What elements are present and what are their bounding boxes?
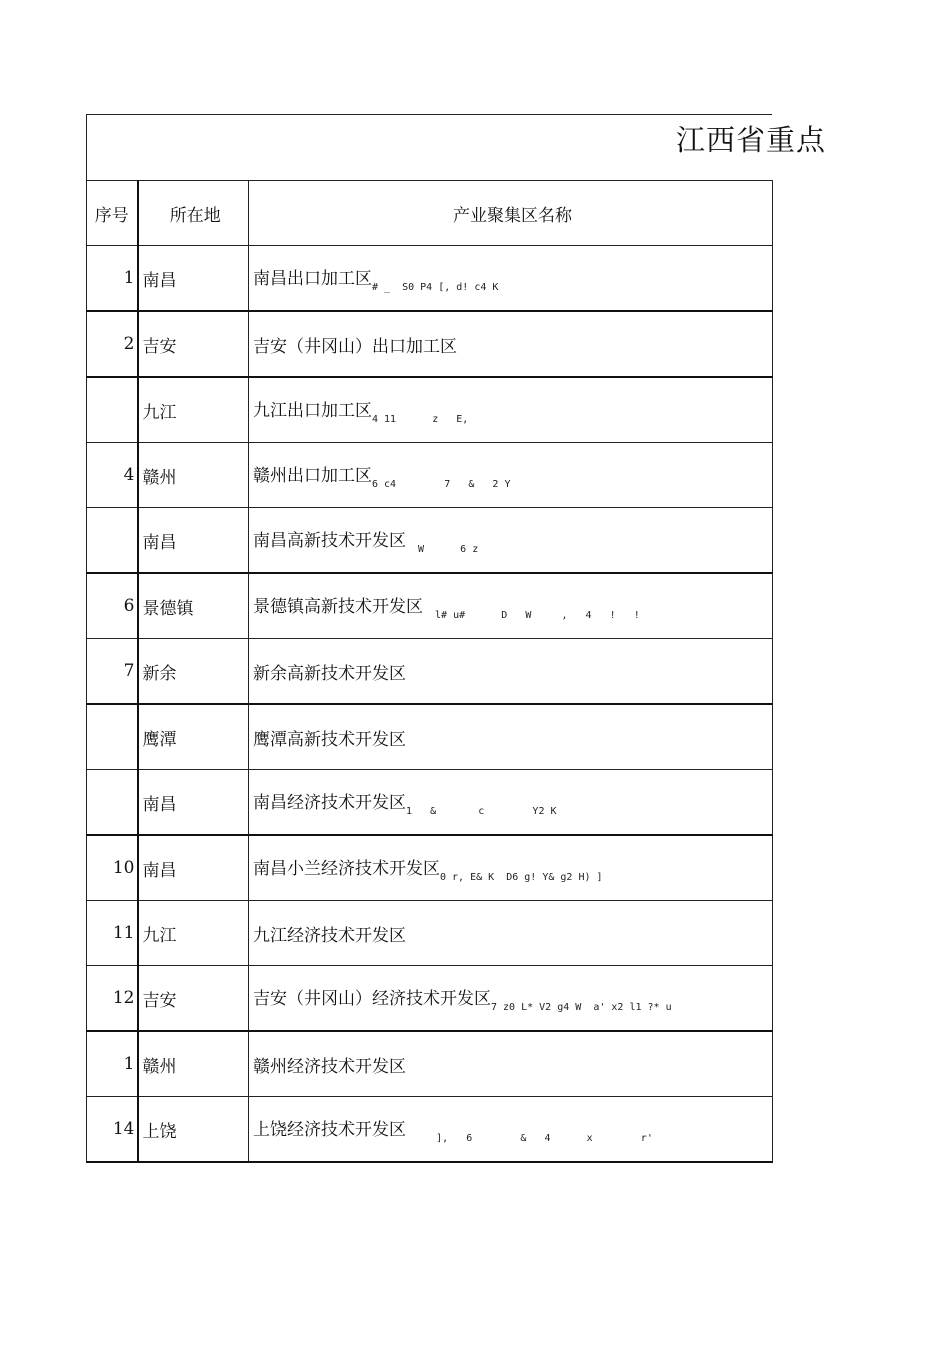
table-row: [87, 443, 773, 508]
row-zone-name: [249, 770, 773, 836]
row-zone-name: [249, 246, 773, 312]
row-zone-name: [249, 443, 773, 508]
row-number: 1: [87, 246, 138, 312]
row-location: 上饶: [138, 1097, 249, 1163]
zone-table: [86, 180, 773, 1163]
table-row: [87, 1031, 773, 1097]
zone-name-text: 南昌高新技术开发区: [253, 530, 406, 551]
table-row: [87, 246, 773, 312]
zone-name-text: 吉安（井冈山）出口加工区: [253, 336, 457, 357]
row-zone-name: [249, 901, 773, 966]
zone-name-text: 南昌出口加工区: [253, 268, 372, 289]
table-row: [87, 639, 773, 705]
zone-name-text: 景德镇高新技术开发区: [253, 596, 423, 617]
zone-name-text: 吉安（井冈山）经济技术开发区: [253, 988, 491, 1009]
row-location: 南昌: [138, 770, 249, 836]
zone-name-text: 九江经济技术开发区: [253, 925, 406, 946]
ocr-noise-text: 6 c4 7 & 2 Y: [372, 478, 511, 490]
row-number: 7: [87, 639, 138, 705]
zone-name-text: 赣州出口加工区: [253, 465, 372, 486]
ocr-noise-text: 7 z0 L* V2 g4 W a' x2 l1 ?* u: [491, 1001, 672, 1013]
row-zone-name: [249, 704, 773, 770]
row-number: [87, 704, 138, 770]
row-number: 6: [87, 573, 138, 639]
zone-name-text: 南昌经济技术开发区: [253, 792, 406, 813]
table-row: [87, 835, 773, 901]
document-title: 江西省重点: [676, 123, 827, 157]
table-row: [87, 901, 773, 966]
row-location: 吉安: [138, 311, 249, 377]
row-zone-name: [249, 377, 773, 443]
table-row: [87, 377, 773, 443]
row-zone-name: [249, 508, 773, 574]
table-row: [87, 573, 773, 639]
header-number: 序号: [87, 181, 138, 246]
row-number: [87, 770, 138, 836]
ocr-noise-text: W 6 z: [406, 543, 479, 555]
row-location: 鹰潭: [138, 704, 249, 770]
row-location: 吉安: [138, 966, 249, 1032]
row-location: 南昌: [138, 508, 249, 574]
row-location: 赣州: [138, 443, 249, 508]
row-location: 景德镇: [138, 573, 249, 639]
row-number: 2: [87, 311, 138, 377]
table-row: [87, 704, 773, 770]
row-location: 九江: [138, 901, 249, 966]
table-row: [87, 311, 773, 377]
ocr-noise-text: 0 r, E& K D6 g! Y& g2 H) ]: [440, 871, 603, 883]
row-zone-name: [249, 835, 773, 901]
row-location: 南昌: [138, 246, 249, 312]
zone-name-text: 九江出口加工区: [253, 400, 372, 421]
title-cell: [86, 114, 772, 181]
table-row: [87, 770, 773, 836]
ocr-noise-text: # _ S0 P4 [, d! c4 K: [372, 281, 499, 293]
table-header-row: [87, 181, 773, 246]
ocr-noise-text: 4 11 z E,: [372, 413, 469, 425]
header-name: 产业聚集区名称: [249, 181, 773, 246]
ocr-noise-text: l# u# D W , 4 ! !: [423, 609, 640, 621]
table-row: [87, 1097, 773, 1163]
row-number: [87, 508, 138, 574]
ocr-noise-text: ], 6 & 4 x r': [406, 1132, 653, 1144]
row-number: [87, 377, 138, 443]
row-location: 新余: [138, 639, 249, 705]
row-number: 14: [87, 1097, 138, 1163]
row-location: 九江: [138, 377, 249, 443]
row-number: 1: [87, 1031, 138, 1097]
zone-name-text: 新余高新技术开发区: [253, 663, 406, 684]
table-row: [87, 966, 773, 1032]
row-number: 11: [87, 901, 138, 966]
row-number: 10: [87, 835, 138, 901]
ocr-noise-text: 1 & c Y2 K: [406, 805, 557, 817]
row-number: 12: [87, 966, 138, 1032]
row-location: 南昌: [138, 835, 249, 901]
zone-name-text: 赣州经济技术开发区: [253, 1056, 406, 1077]
row-zone-name: [249, 639, 773, 705]
row-zone-name: [249, 1097, 773, 1163]
row-zone-name: [249, 573, 773, 639]
zone-name-text: 上饶经济技术开发区: [253, 1119, 406, 1140]
zone-name-text: 南昌小兰经济技术开发区: [253, 858, 440, 879]
row-zone-name: [249, 966, 773, 1032]
table-row: [87, 508, 773, 574]
row-number: 4: [87, 443, 138, 508]
zone-name-text: 鹰潭高新技术开发区: [253, 729, 406, 750]
row-zone-name: [249, 1031, 773, 1097]
header-location: 所在地: [138, 181, 249, 246]
row-location: 赣州: [138, 1031, 249, 1097]
row-zone-name: [249, 311, 773, 377]
